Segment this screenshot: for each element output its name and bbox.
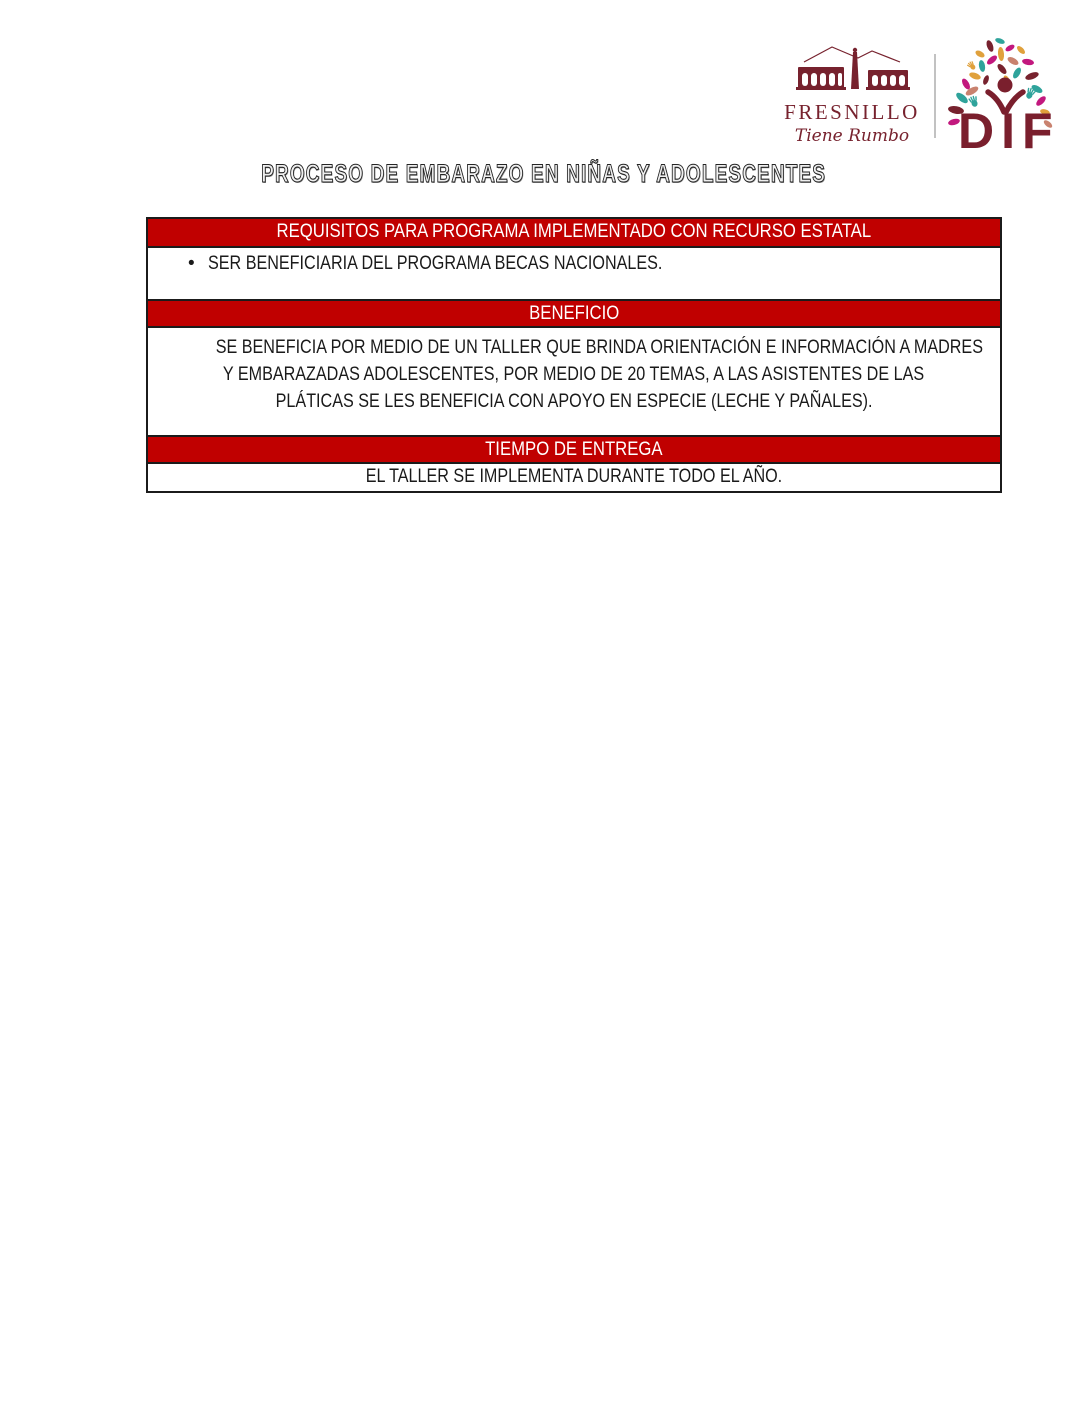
beneficio-text-line bbox=[148, 388, 1000, 415]
beneficio-row bbox=[148, 326, 1000, 435]
fresnillo-wordmark: FRESNILLO bbox=[784, 100, 920, 124]
bullet-icon: • bbox=[188, 253, 195, 274]
page-title bbox=[0, 160, 1088, 189]
requisitos-bullet-text: SER BENEFICIARIA DEL PROGRAMA BECAS NACIONALES. bbox=[207, 253, 663, 274]
logo-block bbox=[778, 36, 1062, 156]
table-header-beneficio bbox=[148, 299, 1000, 326]
tiempo-entrega-text-line bbox=[148, 466, 1000, 488]
tiempo-entrega-row bbox=[148, 462, 1000, 491]
program-table bbox=[146, 217, 1002, 493]
fresnillo-mountains-icon bbox=[804, 47, 900, 62]
beneficio-text-line bbox=[148, 361, 1000, 388]
tiempo-entrega-line-1: EL TALLER SE IMPLEMENTA DURANTE TODO EL AÑO. bbox=[365, 466, 783, 487]
logo-divider bbox=[934, 54, 936, 138]
page-title-text: PROCESO DE EMBARAZO EN NIÑAS Y ADOLESCENTES bbox=[261, 160, 827, 188]
fresnillo-logo-icon bbox=[778, 42, 926, 150]
table-header-requisitos-label: REQUISITOS PARA PROGRAMA IMPLEMENTADO CON RECURSO ESTATAL bbox=[276, 221, 872, 242]
dif-wordmark: DIF bbox=[958, 103, 1060, 156]
dif-logo-icon bbox=[944, 36, 1062, 156]
table-header-tiempo-entrega bbox=[148, 435, 1000, 462]
beneficio-line-3: PLÁTICAS SE LES BENEFICIA CON APOYO EN ESPECIE (LECHE Y PAÑALES). bbox=[275, 391, 873, 412]
beneficio-line-2: Y EMBARAZADAS ADOLESCENTES, POR MEDIO DE 20 TEMAS, A LAS ASISTENTES DE LAS bbox=[223, 364, 925, 385]
beneficio-line-1: SE BENEFICIA POR MEDIO DE UN TALLER QUE BRINDA ORIENTACIÓN E INFORMACIÓN A MADRES bbox=[215, 337, 983, 358]
beneficio-text-line bbox=[148, 334, 1000, 361]
table-header-tiempo-entrega-label: TIEMPO DE ENTREGA bbox=[485, 439, 663, 460]
requisitos-row bbox=[148, 246, 1000, 299]
table-header-requisitos bbox=[148, 219, 1000, 246]
table-header-beneficio-label: BENEFICIO bbox=[528, 303, 620, 324]
fresnillo-tagline: Tiene Rumbo bbox=[794, 126, 910, 146]
